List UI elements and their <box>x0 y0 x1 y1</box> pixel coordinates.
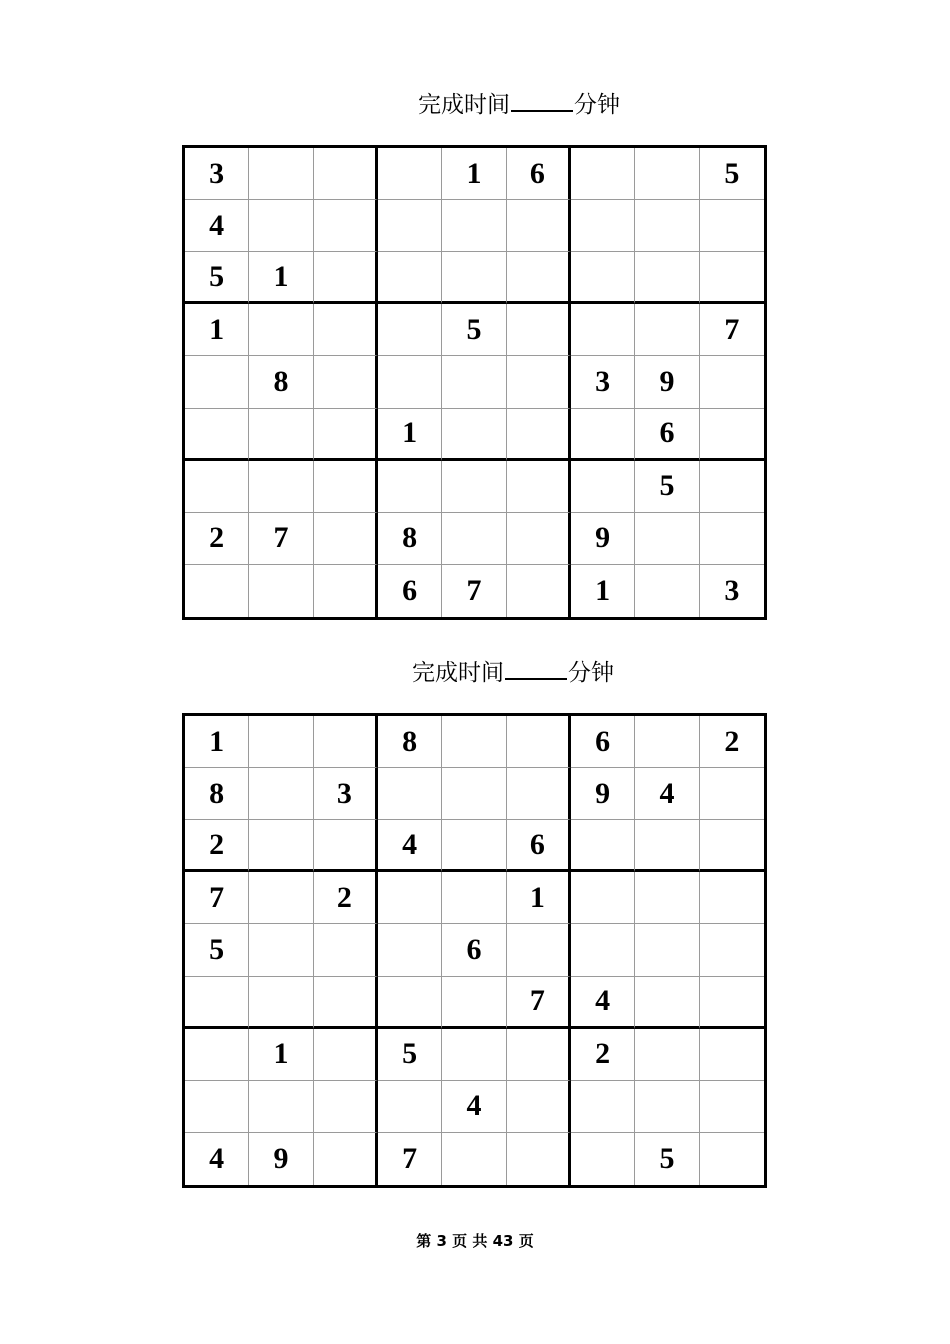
sudoku-cell: 1 <box>378 409 442 461</box>
sudoku-cell <box>700 356 764 408</box>
sudoku-cell <box>507 924 571 976</box>
sudoku-cell: 4 <box>185 200 249 252</box>
sudoku-cell: 3 <box>571 356 635 408</box>
sudoku-cell <box>700 252 764 304</box>
sudoku-cell: 2 <box>185 513 249 565</box>
sudoku-cell <box>507 1029 571 1081</box>
sudoku-cell <box>700 1133 764 1185</box>
sudoku-cell <box>571 252 635 304</box>
sudoku-cell <box>635 820 699 872</box>
sudoku-cell <box>314 304 378 356</box>
sudoku-cell: 3 <box>724 573 740 607</box>
sudoku-cell: 7 <box>700 304 764 356</box>
sudoku-cell: 2 <box>700 716 764 768</box>
sudoku-cell: 9 <box>635 356 699 408</box>
sudoku-cell <box>314 513 378 565</box>
sudoku-cell <box>635 716 699 768</box>
sudoku-cell <box>700 977 764 1029</box>
sudoku-cell <box>442 872 506 924</box>
sudoku-cell <box>635 1029 699 1081</box>
sudoku-cell <box>249 304 313 356</box>
sudoku-cell <box>635 252 699 304</box>
sudoku-cell <box>700 461 764 513</box>
sudoku-cell <box>442 409 506 461</box>
sudoku-cell: 9 <box>571 513 635 565</box>
sudoku-cell: 3 <box>185 148 249 200</box>
sudoku-cell <box>378 356 442 408</box>
sudoku-cell: 4 <box>442 1081 506 1133</box>
sudoku-cell <box>571 148 635 200</box>
sudoku-cell: 5 <box>635 461 699 513</box>
sudoku-cell <box>571 304 635 356</box>
sudoku-cell <box>249 148 313 200</box>
sudoku-cell: 7 <box>507 977 571 1029</box>
sudoku-cell <box>571 461 635 513</box>
sudoku-cell <box>378 768 442 820</box>
sudoku-cell <box>635 872 699 924</box>
sudoku-grid-2 <box>182 713 767 1188</box>
sudoku-cell <box>442 356 506 408</box>
sudoku-cell: 1 <box>185 304 249 356</box>
sudoku-cell <box>700 200 764 252</box>
sudoku-cell <box>442 513 506 565</box>
sudoku-cell: 6 <box>571 716 635 768</box>
sudoku-cell <box>571 1133 635 1185</box>
sudoku-cell <box>314 409 378 461</box>
time-blank <box>505 660 567 680</box>
sudoku-cell <box>378 872 442 924</box>
sudoku-cell <box>442 200 506 252</box>
sudoku-cell <box>700 924 764 976</box>
sudoku-cell <box>442 768 506 820</box>
sudoku-cell <box>314 820 378 872</box>
sudoku-cell <box>314 461 378 513</box>
sudoku-cell <box>314 977 378 1029</box>
sudoku-cell: 2 <box>185 820 249 872</box>
sudoku-cell <box>378 924 442 976</box>
sudoku-cell <box>507 768 571 820</box>
sudoku-cell <box>185 565 249 617</box>
sudoku-cell <box>507 1133 571 1185</box>
sudoku-cell: 1 <box>249 1029 313 1081</box>
sudoku-cell <box>314 200 378 252</box>
sudoku-cell <box>378 252 442 304</box>
sudoku-cell <box>185 1081 249 1133</box>
sudoku-cell: 5 <box>378 1029 442 1081</box>
sudoku-cell <box>507 304 571 356</box>
sudoku-cell: 5 <box>635 1133 699 1185</box>
sudoku-cell <box>571 409 635 461</box>
sudoku-cell <box>378 1081 442 1133</box>
sudoku-cell: 4 <box>378 820 442 872</box>
sudoku-cell <box>571 872 635 924</box>
sudoku-cell <box>571 200 635 252</box>
sudoku-cell <box>378 977 442 1029</box>
sudoku-cell: 2 <box>314 872 378 924</box>
sudoku-cell <box>507 461 571 513</box>
sudoku-cell <box>378 148 442 200</box>
sudoku-cell <box>314 924 378 976</box>
sudoku-cell <box>635 1081 699 1133</box>
sudoku-cell: 3 <box>314 768 378 820</box>
sudoku-cell <box>507 252 571 304</box>
sudoku-cell: 7 <box>249 513 313 565</box>
sudoku-cell: 7 <box>185 872 249 924</box>
sudoku-cell: 5 <box>185 924 249 976</box>
sudoku-grid-1 <box>182 145 767 620</box>
sudoku-cell <box>507 716 571 768</box>
sudoku-cell <box>185 977 249 1029</box>
sudoku-cell <box>185 461 249 513</box>
title-prefix: 完成时间 <box>418 92 510 118</box>
sudoku-cell: 2 <box>571 1029 635 1081</box>
sudoku-cell <box>442 977 506 1029</box>
sudoku-cell <box>314 716 378 768</box>
sudoku-cell <box>378 461 442 513</box>
sudoku-cell <box>442 820 506 872</box>
sudoku-cell <box>249 768 313 820</box>
sudoku-cell: 5 <box>442 304 506 356</box>
sudoku-cell <box>442 461 506 513</box>
sudoku-cell: 6 <box>507 148 571 200</box>
sudoku-cell <box>442 716 506 768</box>
sudoku-cell: 5 <box>700 148 764 200</box>
title-prefix: 完成时间 <box>412 660 504 686</box>
sudoku-cell <box>700 872 764 924</box>
sudoku-cell <box>314 1029 378 1081</box>
sudoku-cell: 6 <box>442 924 506 976</box>
sudoku-cell <box>442 1029 506 1081</box>
sudoku-cell <box>571 820 635 872</box>
page-footer: 第 3 页 共 43 页 <box>416 1232 534 1250</box>
sudoku-cell <box>249 716 313 768</box>
time-blank <box>511 92 573 112</box>
sudoku-cell <box>249 409 313 461</box>
sudoku-cell <box>378 200 442 252</box>
sudoku-cell <box>442 252 506 304</box>
sudoku-cell <box>507 409 571 461</box>
sudoku-cell <box>249 977 313 1029</box>
sudoku-cell <box>700 820 764 872</box>
sudoku-cell <box>635 148 699 200</box>
sudoku-cell: 6 <box>507 820 571 872</box>
sudoku-cell <box>635 304 699 356</box>
sudoku-cell <box>185 409 249 461</box>
sudoku-cell <box>635 200 699 252</box>
sudoku-cell: 1 <box>442 148 506 200</box>
sudoku-cell: 8 <box>249 356 313 408</box>
sudoku-cell <box>249 924 313 976</box>
sudoku-cell: 9 <box>571 768 635 820</box>
sudoku-cell <box>571 1081 635 1133</box>
sudoku-cell <box>507 565 571 617</box>
sudoku-cell <box>314 148 378 200</box>
sudoku-cell: 6 <box>378 565 442 617</box>
sudoku-cell: 1 <box>571 565 635 617</box>
sudoku-cell <box>635 924 699 976</box>
sudoku-cell <box>314 565 378 617</box>
sudoku-cell <box>249 1081 313 1133</box>
sudoku-cell <box>700 409 764 461</box>
sudoku-cell: 9 <box>249 1133 313 1185</box>
sudoku-cell: 8 <box>378 513 442 565</box>
sudoku-cell <box>314 1133 378 1185</box>
sudoku-cell: 8 <box>378 716 442 768</box>
sudoku-cell: 4 <box>571 977 635 1029</box>
sudoku-cell <box>249 461 313 513</box>
sudoku-cell <box>314 1081 378 1133</box>
sudoku-cell <box>249 200 313 252</box>
sudoku-cell: 7 <box>378 1133 442 1185</box>
sudoku-cell <box>700 513 764 565</box>
sudoku-cell: 1 <box>185 716 249 768</box>
sudoku-cell <box>185 1029 249 1081</box>
sudoku-cell <box>185 356 249 408</box>
sudoku-cell <box>507 356 571 408</box>
sudoku-cell: 4 <box>635 768 699 820</box>
sudoku-cell: 1 <box>507 872 571 924</box>
sudoku-cell: 6 <box>635 409 699 461</box>
sudoku-cell <box>507 513 571 565</box>
sudoku-cell <box>507 1081 571 1133</box>
sudoku-cell <box>700 1029 764 1081</box>
sudoku-cell <box>442 1133 506 1185</box>
sudoku-cell: 7 <box>442 565 506 617</box>
title-suffix: 分钟 <box>574 92 620 118</box>
sudoku-cell: 5 <box>185 252 249 304</box>
puzzle-1-title <box>418 86 620 119</box>
sudoku-cell <box>249 565 313 617</box>
sudoku-cell <box>635 513 699 565</box>
sudoku-cell: 1 <box>249 252 313 304</box>
puzzle-2-title <box>412 654 614 687</box>
sudoku-cell <box>507 200 571 252</box>
sudoku-cell <box>635 565 699 617</box>
sudoku-cell <box>249 872 313 924</box>
sudoku-cell <box>700 1081 764 1133</box>
sudoku-cell <box>378 304 442 356</box>
sudoku-cell: 4 <box>185 1133 249 1185</box>
sudoku-cell <box>571 924 635 976</box>
sudoku-cell <box>249 820 313 872</box>
sudoku-cell <box>635 977 699 1029</box>
sudoku-cell: 8 <box>185 768 249 820</box>
sudoku-cell <box>314 252 378 304</box>
sudoku-cell <box>314 356 378 408</box>
sudoku-cell <box>700 768 764 820</box>
title-suffix: 分钟 <box>568 660 614 686</box>
